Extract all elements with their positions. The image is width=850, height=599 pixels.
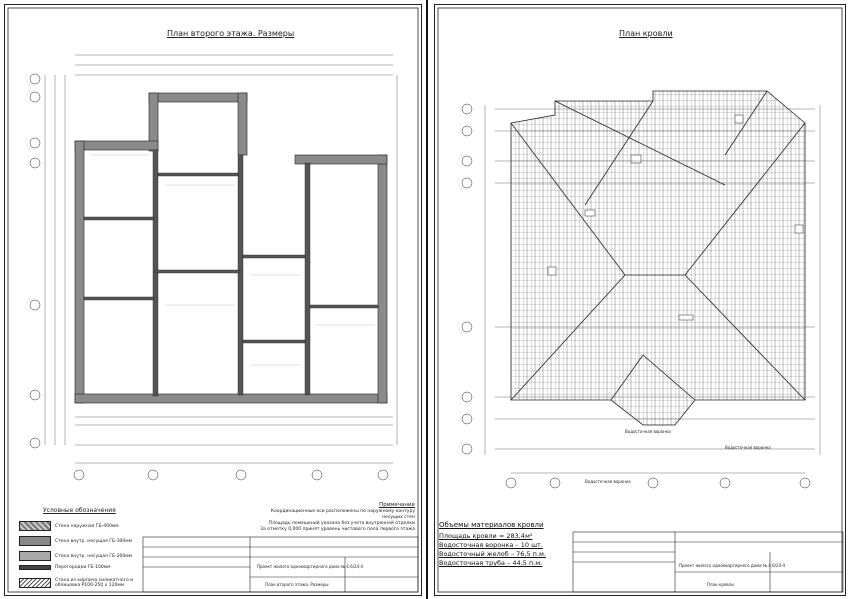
legend-item: Стена из кирпича силикатного и облицовка Р100-250 х 120мм [19,578,135,588]
legend-title: Условные обозначения [43,507,116,514]
legend-item: Стена внутр. несущая ГБ-200мм [19,551,132,561]
volume-row: Водосточный желоб – 76,5 п.м. [439,550,546,558]
volume-row: Водосточная воронка – 10 шт. [439,541,543,549]
volume-row: Водосточная труба – 44,5 п.м. [439,559,543,567]
volumes-header: Объемы материалов кровли [439,521,544,529]
floor-plan-sheet [4,4,422,596]
notes [255,502,415,533]
roof-plan-drawing [435,5,845,595]
legend-item: Стена внутр. несущая ГБ-300мм [19,536,132,546]
title-block-project: Проект жилого одноквартирного дома № 4.6/24-4 [257,564,364,569]
page-title: План кровли [619,29,673,38]
legend-item: Стена наружная ГБ-400мм [19,521,119,531]
page-title: План второго этажа. Размеры [167,29,295,38]
sheet-divider [426,0,428,599]
note-line: Координационные оси расположены по наружному контуру несущих стен [270,509,415,520]
roof-plan-sheet: План кровли Водосточная воронка Водосточная воронка Водосточная воронка Объемы материалов кровли Площадь кровли = 283,4м² Водосточная воронка – 10 шт. Водосточный желоб – 76,5 п.м. Водосточная труба – 44,5 п.м. Проект жилого одноквартирного дома № 4.6/24-4 План кровли [434,4,846,596]
material-volumes [439,521,546,568]
note-line: Площадь помещений указана без учета внутренней отделки [268,521,415,526]
notes-header: Примечание [379,502,415,508]
legend-item: Перегородки ГБ-100мм [19,565,111,570]
volume-row: Площадь кровли = 283,4м² [439,532,533,540]
title-block-sheet-name: План второго этажа. Размеры [265,582,329,587]
note-line: За отметку 0,000 принят уровень чистового пола первого этажа [260,527,415,532]
